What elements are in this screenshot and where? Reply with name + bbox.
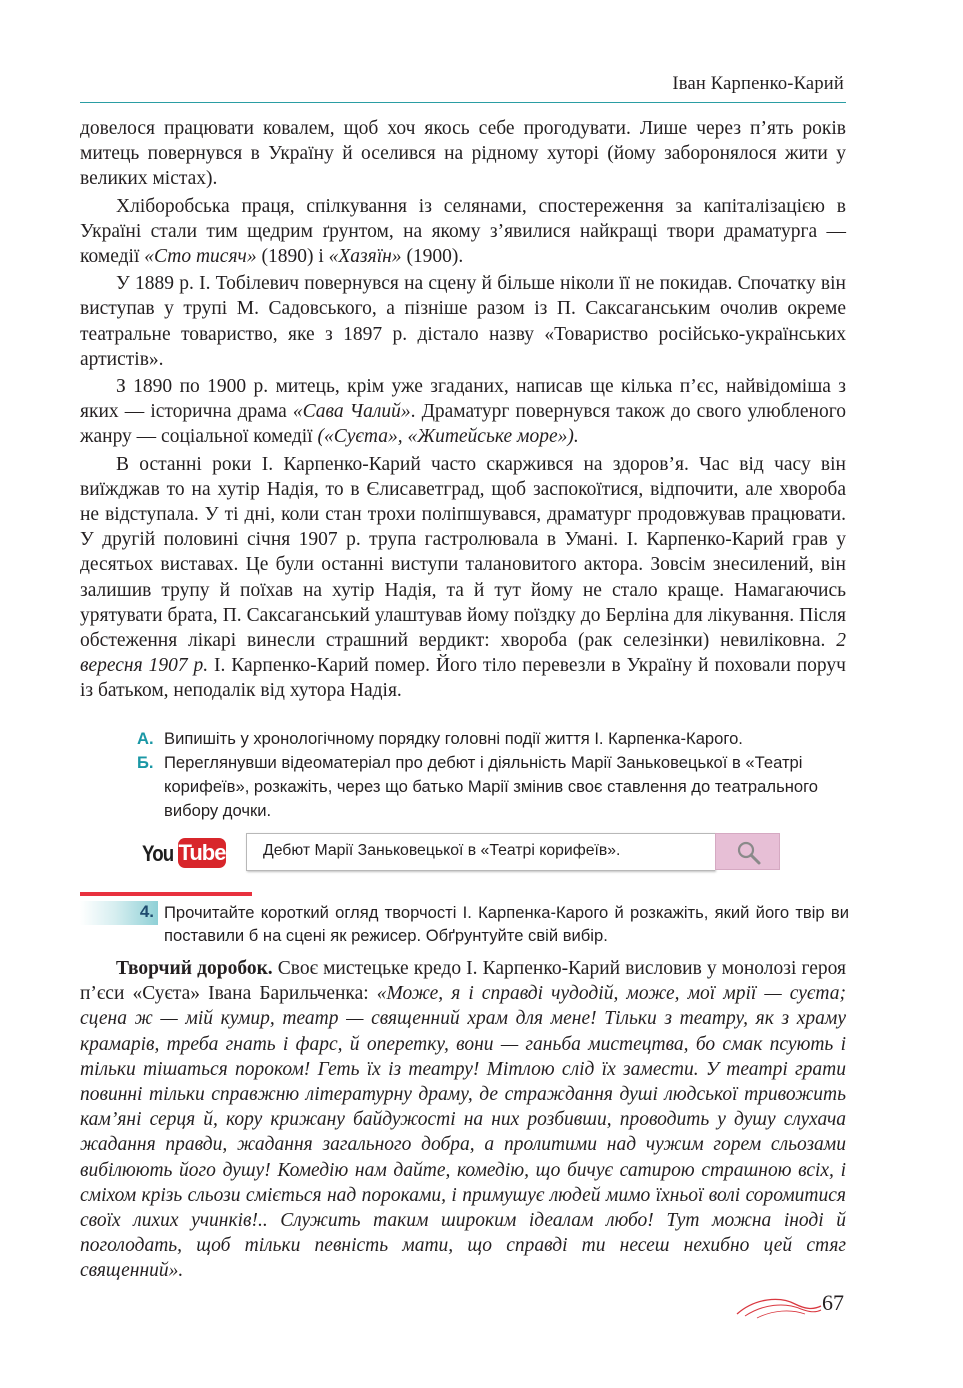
paragraph-text: З 1890 по 1900 р. митець, крім уже згаданих, написав ще кілька п’єс, найвідоміша з яких — історична драма xyxy=(80,376,846,423)
task-letter: А. xyxy=(137,729,154,748)
task-text: Випишіть у хронологічному порядку головні події життя І. Карпенка-Карого. xyxy=(164,729,743,748)
paragraph xyxy=(80,271,846,372)
paragraph xyxy=(80,194,846,270)
work-title: («Суєта», «Житейське море»). xyxy=(317,426,579,448)
paragraph-text: . Драматург повернувся також до свого улюбленого жанру — соціальної комедії xyxy=(80,401,846,448)
youtube-logo-you: You xyxy=(142,841,174,866)
task-text: Переглянувши відеоматеріал про дебют і діяльність Марії Заньковецької в «Театрі корифеїв», розкажіть, через що батько Марії змінив своє ставлення до театрального вибору дочки. xyxy=(164,753,819,820)
task4-badge xyxy=(80,901,158,925)
paragraph-text: Своє мистецьке кредо І. Карпенко-Карий висловив у монолозі героя п’єси «Суєта» Івана Барильченка: xyxy=(80,958,846,1005)
task-letter: Б. xyxy=(137,753,154,772)
task4-text: Прочитайте короткий огляд творчості І. Карпенка-Карого й розкажіть, який його твір ви поставили б на сцені як режисер. Обґрунтуйте свій вибір. xyxy=(164,903,849,945)
task4-number: 4. xyxy=(139,902,154,921)
paragraph-text: Хліборобська праця, спілкування із селянами, спостереження за капіталізацією в Україні стали тим щедрим ґрунтом, на якому з’явилися найкращі твори драматурга — комедії xyxy=(80,195,846,268)
paragraph-text: У 1889 р. І. Тобілевич повернувся на сцену й більше ніколи її не покидав. Спочатку він виступав у трупі М. Садовського, а пізніше разом із П. Саксаганським очолив окреме театральне товариство, яке з 1897 р. дістало назву «Товариство російсько-українських артистів». xyxy=(80,273,846,370)
date-emphasis: 2 вересня 1907 р. xyxy=(80,630,846,677)
search-input[interactable] xyxy=(246,833,715,871)
work-title: «Сто тисяч» xyxy=(144,246,257,268)
creative-section xyxy=(80,956,846,1284)
main-text xyxy=(80,116,846,704)
youtube-logo xyxy=(142,838,226,868)
work-title: «Хазяїн» xyxy=(328,246,402,268)
magnifier-icon xyxy=(736,840,762,866)
task-list xyxy=(137,727,849,823)
youtube-search-bar xyxy=(140,833,782,871)
task-item xyxy=(137,727,849,751)
paragraph xyxy=(80,956,846,1284)
paragraph-text: довелося працювати ковалем, щоб хоч якось себе прогодувати. Лише через п’ять років митець повернувся в Україну й оселився на рідному хуторі (йому заборонялося жити у великих містах). xyxy=(80,118,846,190)
task-item xyxy=(137,751,849,823)
quote-text: «Може, я і справді чудодій, може, мої мрії — суєта; сцена ж — мій кумир, театр — священний храм для мене! Тільки з театру, як з храму крамарів, треба гнать і фарс, й оперетку, вони — ганьба мистецтва, бо смак псують і тільки тішаться пороком! Геть їх із театру! Мітлою слід їх замести. У театрі грати повинні тільки справжню літературну драму, де страждання душі людської тривожить кам’яні серця й, кору крижану байдужості на них розбивши, проводить у душу слухача жадання правди, жадання загального добра, а пролитими над чужим горем сльозами вибілюють його душу! Комедію нам дайте, комедію, що бичує сатирою страшною всіх, і сміхом крізь сльози сміється над пороками, і примушує людей мимо їхньої волі соромитися своїх лихих учинків!.. Служить таким широким ідеалам любо! Тут можна іноді й поголодать, щоб тільки певність мати, що справді ти несеш нехибно цей стяг священний». xyxy=(80,983,846,1282)
paragraph-text: (1900). xyxy=(401,246,464,268)
running-header xyxy=(80,70,846,103)
search-query: Дебют Марії Заньковецької в «Театрі корифеїв». xyxy=(263,842,621,859)
section-heading: Творчий доробок. xyxy=(116,958,273,979)
paragraph-text: І. Карпенко-Карий помер. Його тіло перевезли в Україну й поховали поруч із батьком, неподалік від хутора Надія. xyxy=(80,655,846,702)
header-title: Іван Карпенко-Карий xyxy=(672,74,844,94)
paragraph xyxy=(80,374,846,450)
paragraph-text: В останні роки І. Карпенко-Карий часто скаржився на здоров’я. Час від часу він виїжджав то на хутір Надія, то в Єлисаветград, щоб заспокоїтися, відпочити, але хвороба не відступала. У ті дні, коли стан трохи поліпшувався, драматург продовжував працювати. У другій половині січня 1907 р. трупа гастролювала в Умані. І. Карпенко-Карий грав у десятьох виставах. Це були останні виступи талановитого актора. Зовсім знесилений, він залишив трупу й поїхав на хутір Надія, та й тут йому не стало краще. Намагаючись урятувати брата, П. Саксаганський улаштував йому поїздку до Берліна для лікування. Після обстеження лікарі винесли страшний вердикт: хвороба (рак селезінки) невиліковна. xyxy=(80,453,846,652)
task4-divider xyxy=(80,892,252,896)
paragraph xyxy=(80,452,846,704)
paragraph-text: (1890) і xyxy=(256,246,329,268)
paragraph xyxy=(80,116,846,192)
youtube-logo-tube: Tube xyxy=(178,838,226,868)
page-ornament xyxy=(735,1292,825,1322)
work-title: «Сава Чалий» xyxy=(292,401,411,423)
page-number: 67 xyxy=(822,1290,844,1315)
search-button[interactable] xyxy=(715,833,780,870)
